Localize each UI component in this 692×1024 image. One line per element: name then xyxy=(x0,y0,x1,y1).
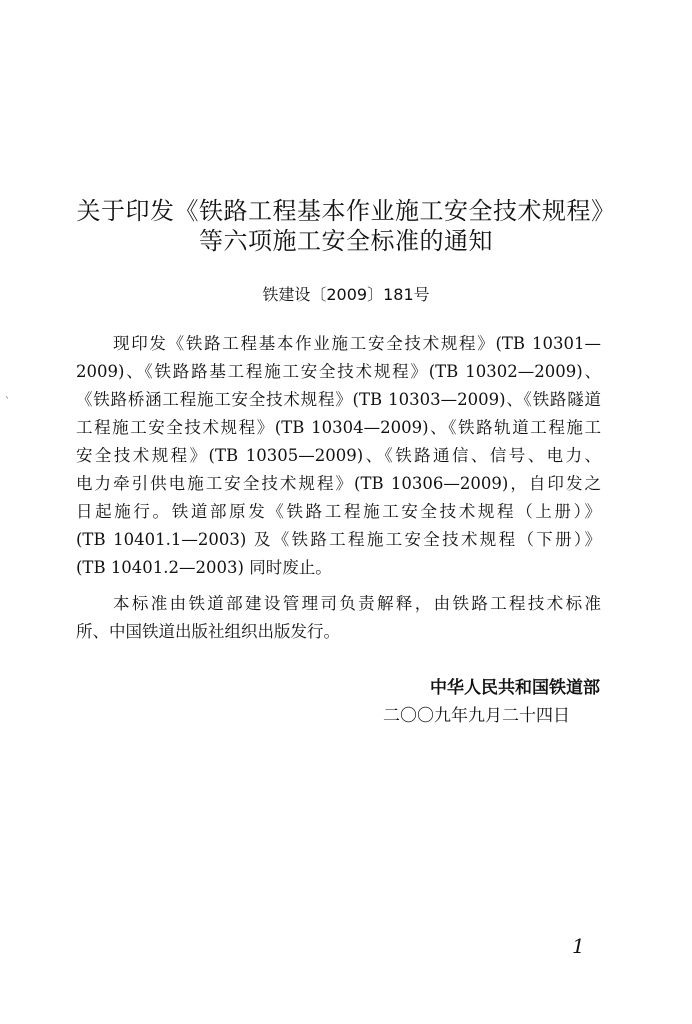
issuer-name: 中华人民共和国铁道部 xyxy=(430,678,600,698)
paragraph-1-line: 安全技术规程》(TB 10305—2009)、《铁路通信、信号、电力、 xyxy=(76,446,601,465)
paragraph-1-line: 电力牵引供电施工安全技术规程》(TB 10306—2009)，自印发之 xyxy=(76,474,601,493)
document-number: 铁建设〔2009〕181号 xyxy=(262,285,430,304)
paragraph-1-line: 2009)、《铁路路基工程施工安全技术规程》(TB 10302—2009)、 xyxy=(76,362,601,381)
notice-title-line-2: 等六项施工安全标准的通知 xyxy=(199,227,493,255)
paragraph-1-line: 《铁路桥涵工程施工安全技术规程》(TB 10303—2009)、《铁路隧道 xyxy=(76,390,601,409)
paragraph-1-line: (TB 10401.1—2003) 及《铁路工程施工安全技术规程（下册）》 xyxy=(76,530,601,549)
scan-speck: ` xyxy=(5,397,10,408)
issue-date: 二〇〇九年九月二十四日 xyxy=(383,706,570,726)
paragraph-1-line: (TB 10401.2—2003) 同时废止。 xyxy=(76,558,332,577)
paragraph-1-line: 工程施工安全技术规程》(TB 10304—2009)、《铁路轨道工程施工 xyxy=(76,418,601,437)
paragraph-1-line: 日起施行。铁道部原发《铁路工程施工安全技术规程（上册）》 xyxy=(76,502,601,521)
notice-title-line-1: 关于印发《铁路工程基本作业施工安全技术规程》 xyxy=(76,197,616,225)
paragraph-2-line: 本标准由铁道部建设管理司负责解释，由铁路工程技术标准 xyxy=(113,594,601,613)
paragraph-1-line: 现印发《铁路工程基本作业施工安全技术规程》(TB 10301— xyxy=(113,334,601,353)
page-number: 1 xyxy=(572,934,585,958)
paragraph-2-line: 所、中国铁道出版社组织出版发行。 xyxy=(76,622,340,641)
